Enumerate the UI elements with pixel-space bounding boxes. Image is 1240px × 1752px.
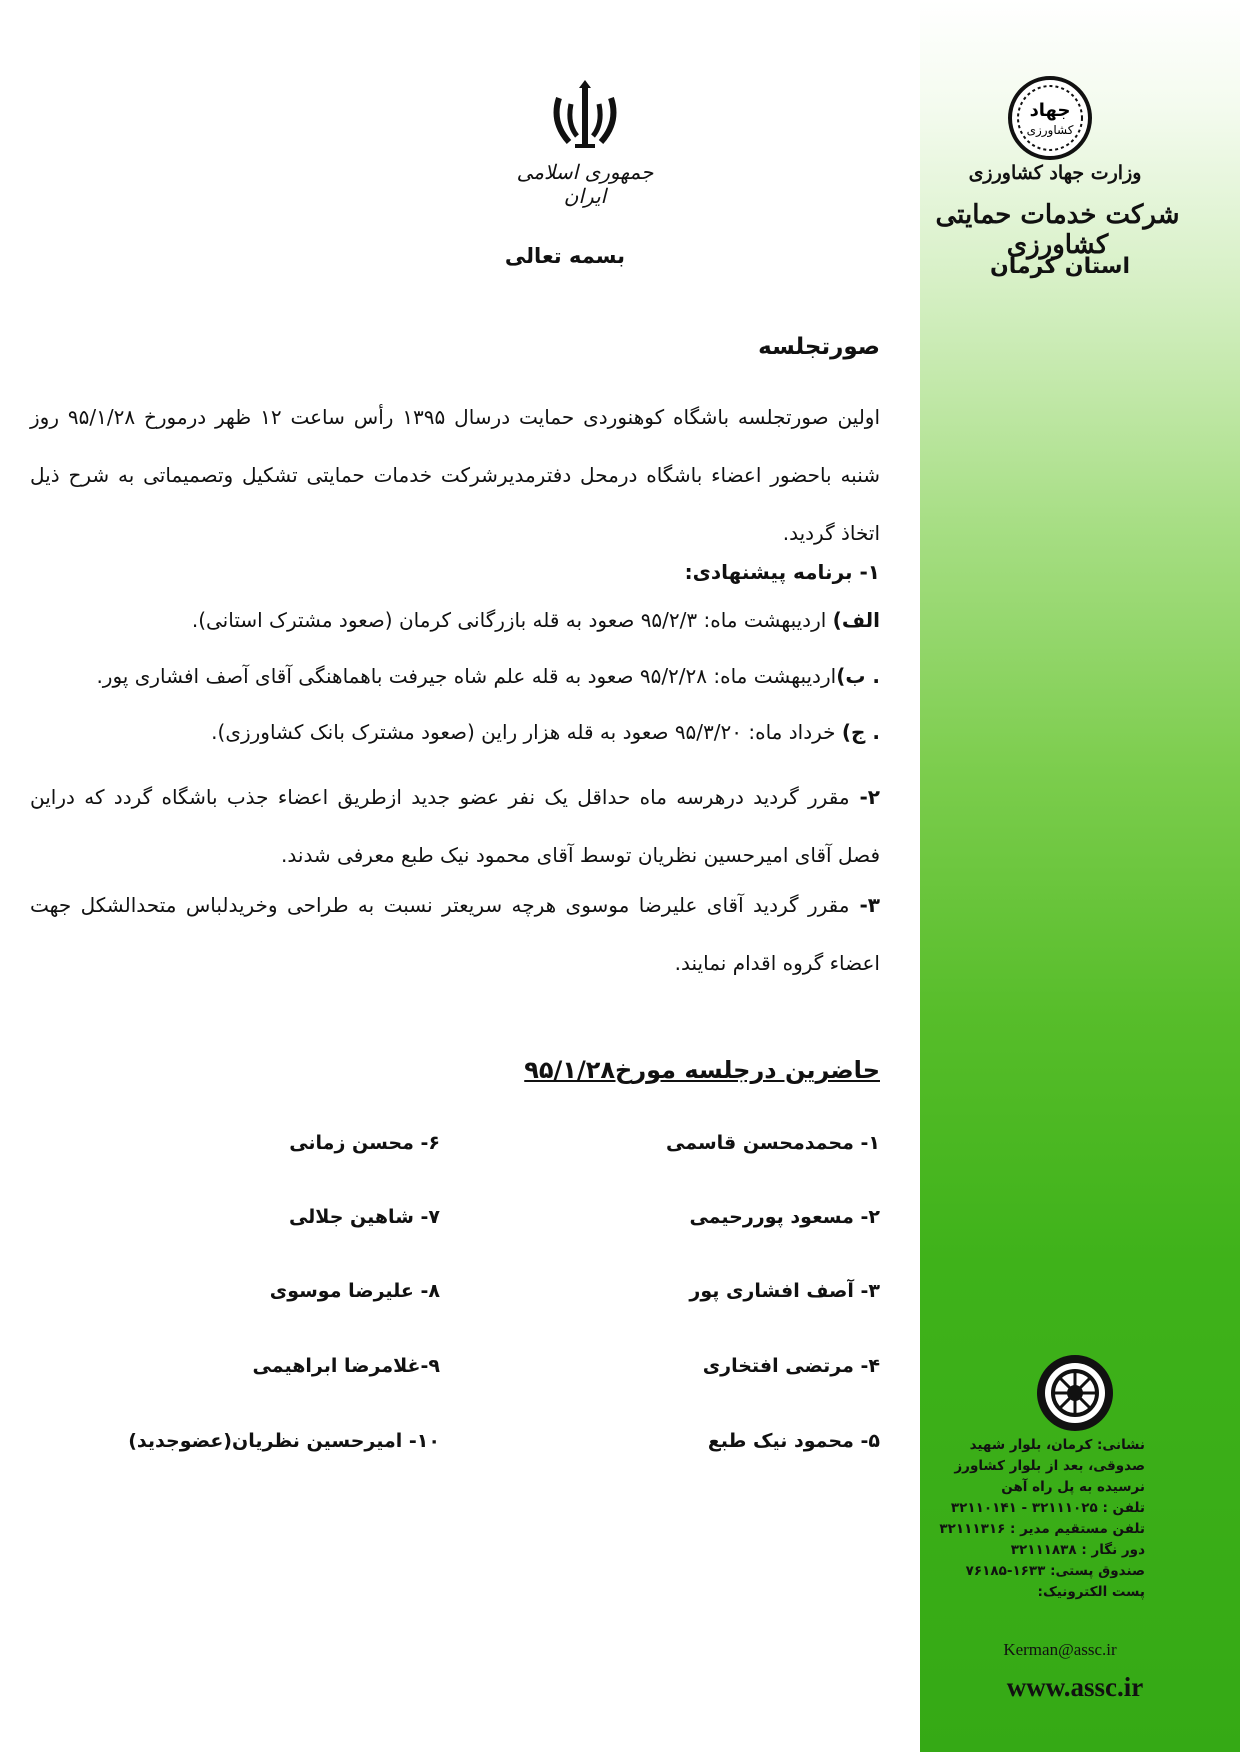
plan-item-c-text: خرداد ماه: ۹۵/۳/۲۰ صعود به قله هزار راین (صعود مشترک بانک کشاورزی). [211,720,842,744]
plan-item-b-text: اردیبهشت ماه: ۹۵/۲/۲۸ صعود به قله علم شاه جیرفت باهماهنگی آقای آصف افشاری پور. [96,664,837,688]
attendee-item: ۹-غلامرضا ابراهیمی [252,1355,440,1377]
decision-item-2-label: ۲- [849,785,881,809]
section1-title: ۱- برنامه پیشنهادی: [684,560,880,584]
jihad-agriculture-logo [1000,68,1100,168]
decision-item-3-text: مقرر گردید آقای علیرضا موسوی هرچه سریعتر نسبت به طراحی وخریدلباس متحدالشکل جهت اعضاء گروه اقدام نمایند. [30,893,880,975]
republic-caption: جمهوری اسلامی ایران [516,160,654,208]
plan-item-c [211,720,880,744]
plan-item-b [96,664,880,688]
logo-text-top: جهاد [1029,100,1071,121]
company-name: شرکت خدمات حمایتی کشاورزی [935,200,1180,260]
document-title: صورتجلسه [758,334,880,360]
attendee-item: ۱- محمدمحسن قاسمی [665,1132,880,1154]
attendees-title: حاضرین درجلسه مورخ۹۵/۱/۲۸ [524,1056,880,1084]
address-block [939,1435,1145,1603]
ministry-name: وزارت جهاد کشاورزی [968,162,1142,184]
decision-item-2 [30,768,880,884]
decision-item-3 [30,876,880,992]
address-line: دور نگار : ۳۲۱۱۱۸۳۸ [1010,1542,1145,1558]
iran-emblem-icon [545,78,625,158]
logo-text-bottom: کشاورزی [1026,123,1074,137]
intro-paragraph: اولین صورتجلسه باشگاه کوهنوردی حمایت درسال ۱۳۹۵ رأس ساعت ۱۲ ظهر درمورخ ۹۵/۱/۲۸ روز شنبه باحضور اعضاء باشگاه درمحل دفترمدیرشرکت خدمات حمایتی تشکیل وتصمیماتی به شرح ذیل اتخاذ گردید. [30,405,881,545]
plan-item-a-text: اردیبهشت ماه: ۹۵/۲/۳ صعود به قله بازرگانی کرمان (صعود مشترک استانی). [191,608,833,632]
decision-item-2-text: مقرر گردید درهرسه ماه حداقل یک نفر عضو جدید ازطریق اعضاء جذب باشگاه گردد که دراین فصل آقای امیرحسین نظریان توسط آقای محمود نیک طبع معرفی شدند. [30,785,880,867]
plan-item-c-label: . ج) [841,720,880,744]
address-line: تلفن : ۳۲۱۱۱۰۲۵ - ۳۲۱۱۰۱۴۱ [950,1500,1145,1516]
attendee-item: ۱۰- امیرحسین نظریان(عضوجدید) [128,1430,440,1452]
address-line: صندوق پستی: ۱۶۳۳-۷۶۱۸۵ [965,1563,1145,1579]
attendee-item: ۷- شاهین جلالی [288,1206,440,1228]
address-line: نرسیده به پل راه آهن [1001,1479,1145,1495]
attendee-item: ۲- مسعود پوررحیمی [689,1206,880,1228]
attendee-item: ۶- محسن زمانی [289,1132,440,1154]
attendee-item: ۴- مرتضی افتخاری [702,1355,880,1377]
bismillah-heading: بسمه تعالی [504,244,626,268]
address-line: پست الکترونیک: [1037,1584,1145,1600]
attendee-item: ۸- علیرضا موسوی [269,1280,440,1302]
attendee-item: ۳- آصف افشاری پور [689,1280,880,1302]
address-line: تلفن مستقیم مدیر : ۳۲۱۱۱۳۱۶ [939,1521,1145,1537]
plan-item-a [192,608,880,632]
email-link[interactable]: Kerman@assc.ir [1003,1640,1117,1659]
decision-item-3-label: ۳- [849,893,880,917]
address-line: نشانی: کرمان، بلوار شهید [969,1437,1145,1453]
province-name: استان کرمان [990,254,1130,279]
website-link[interactable]: www.assc.ir [1006,1672,1144,1702]
plan-item-b-label: . ب) [836,664,880,688]
plan-item-a-label: الف) [832,608,880,632]
attendee-item: ۵- محمود نیک طبع [707,1430,880,1452]
address-line: صدوقی، بعد از بلوار کشاورز [954,1458,1145,1474]
